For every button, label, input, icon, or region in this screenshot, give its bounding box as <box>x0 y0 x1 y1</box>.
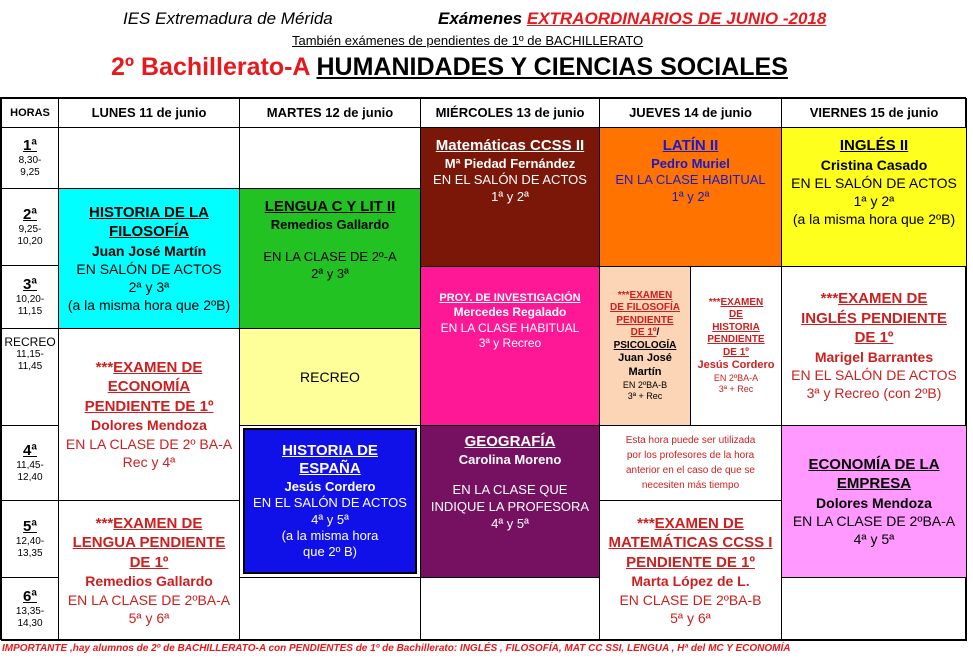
hour-time: 10,20 <box>17 236 43 247</box>
hour-time: 10,20- <box>15 294 45 305</box>
groups: 5ª y 6ª <box>670 609 711 626</box>
empty-cell <box>239 127 421 189</box>
hour-time: 9,25 <box>20 167 40 178</box>
note-line: necesiten más tiempo <box>641 480 740 491</box>
subject: FILOSOFÍA <box>109 223 189 241</box>
title: ECONOMÍA <box>107 378 191 396</box>
exam-highlight: EXTRAORDINARIOS DE JUNIO -2018 <box>526 9 827 28</box>
modality-name: HUMANIDADES Y CIENCIAS SOCIALES <box>316 53 788 81</box>
note: (a la misma hora <box>281 527 379 543</box>
place: INDIQUE LA PROFESORA <box>430 499 590 515</box>
title: PENDIENTE <box>616 314 674 326</box>
title: PENDIENTE <box>707 334 765 346</box>
hour-time: 14,30 <box>17 618 43 629</box>
subject: LENGUA C Y LIT II <box>264 198 396 215</box>
timetable <box>0 97 966 640</box>
subject: ECONOMÍA DE LA <box>808 455 940 473</box>
course-name: 2º Bachillerato-A <box>111 53 310 81</box>
title: EXAMEN DE <box>113 514 203 532</box>
groups: 1ª y 2ª <box>671 189 710 205</box>
place: EN EL SALÓN DE ACTOS <box>433 172 587 188</box>
groups: 4ª y 5ª <box>853 531 895 548</box>
subject: ESPAÑA <box>299 460 361 478</box>
subtitle: También exámenes de pendientes de 1º de BACHILLERATO <box>292 33 644 48</box>
hour-2 <box>1 188 59 266</box>
exam-cell-proyecto <box>420 266 600 426</box>
place: EN LA CLASE DE 2º-A <box>263 249 397 265</box>
empty-cell <box>239 577 421 641</box>
teacher: Dolores Mendoza <box>91 417 207 434</box>
teacher: Marigel Barrantes <box>814 348 934 365</box>
hour-time: 11,15- <box>16 349 44 361</box>
place: EN 2ºBA-A <box>713 372 759 383</box>
hour-time: 11,45 <box>17 361 43 373</box>
title: DE 1º <box>723 346 749 358</box>
document-header <box>0 0 973 96</box>
prefix: *** <box>708 296 721 308</box>
title: DE <box>729 309 743 321</box>
page-title <box>111 53 788 82</box>
groups: 2ª y 3ª <box>128 279 170 295</box>
prefix: *** <box>617 289 630 301</box>
exam-cell-historia-pendiente <box>690 266 782 426</box>
day-header-friday: VIERNES 15 de junio <box>781 98 967 128</box>
title: PENDIENTE DE 1º <box>84 397 214 415</box>
teacher: Carolina Moreno <box>458 451 562 467</box>
separator: / <box>656 327 660 339</box>
hour-1 <box>1 127 59 189</box>
day-header-thursday: JUEVES 14 de junio <box>599 98 782 128</box>
day-header-tuesday: MARTES 12 de junio <box>239 98 421 128</box>
hour-label: 2ª <box>23 206 37 223</box>
title: DE 1º <box>129 553 169 571</box>
place: EN SALÓN DE ACTOS <box>76 260 222 277</box>
place: EN EL SALÓN DE ACTOS <box>791 367 957 384</box>
place: EN EL SALÓN DE ACTOS <box>253 495 407 511</box>
hour-label: RECREO <box>4 335 56 349</box>
title: INGLÉS PENDIENTE <box>801 309 947 327</box>
teacher: Martín <box>628 366 662 378</box>
title: EXAMEN DE <box>654 514 744 532</box>
hour-time: 12,40 <box>17 472 43 483</box>
exam-cell-ingles <box>781 127 967 267</box>
title: DE 1º <box>854 329 894 347</box>
note-line: Esta hora puede ser utilizada <box>625 435 756 446</box>
place: EN LA CLASE DE 2º BA-A <box>65 435 233 452</box>
exam-cell-filosofia-pendiente <box>599 266 691 426</box>
hour-time: 9,25- <box>18 224 42 235</box>
hour-4 <box>1 425 59 501</box>
groups: 2ª y 3ª <box>311 266 349 282</box>
teacher: Juan José <box>618 352 672 365</box>
groups: 3ª y Recreo (con 2ºB) <box>806 385 942 402</box>
prefix: *** <box>637 514 655 532</box>
title: EXAMEN DE <box>838 290 928 308</box>
title: DE FILOSOFÍA <box>610 302 680 314</box>
place: EN LA CLASE QUE <box>452 482 568 498</box>
hour-label: 5ª <box>23 518 37 535</box>
prefix: *** <box>820 290 839 308</box>
empty-cell <box>420 577 600 641</box>
teacher: Mª Piedad Fernández <box>444 155 576 171</box>
hour-label: 4ª <box>23 442 37 459</box>
teacher: Jesús Cordero <box>697 359 775 372</box>
title: EXAMEN <box>720 296 764 308</box>
note-line: anterior en el caso de que se <box>626 465 755 476</box>
school-name: IES Extremadura de Mérida <box>123 9 333 28</box>
teacher: Jesús Cordero <box>284 479 376 495</box>
hour-time: 13,35- <box>15 606 45 617</box>
groups: 3ª + Rec <box>718 384 754 395</box>
hour-5 <box>1 500 59 578</box>
hour-label: 1ª <box>23 137 37 154</box>
teacher: Marta López de L. <box>631 573 750 590</box>
groups: 1ª y 2ª <box>491 189 529 205</box>
note: (a la misma hora que 2ºB) <box>792 211 956 228</box>
exam-cell-economia-pendiente <box>58 328 240 501</box>
empty-cell <box>58 127 240 189</box>
hour-label: 3ª <box>23 276 37 293</box>
exam-cell-historia-filosofia <box>58 188 240 329</box>
hour-time: 12,40- <box>15 536 45 547</box>
groups: 3ª + Rec <box>627 391 663 401</box>
corner-header: HORAS <box>1 98 59 128</box>
exam-cell-latin <box>599 127 782 267</box>
hour-6 <box>1 577 59 641</box>
note-line: por los profesores de la hora <box>626 450 755 461</box>
teacher: Juan José Martín <box>91 242 207 259</box>
prefix: *** <box>95 514 114 532</box>
day-header-monday: LUNES 11 de junio <box>58 98 240 128</box>
exam-cell-lengua <box>239 188 421 329</box>
subject: GEOGRAFÍA <box>464 433 556 450</box>
hour-time: 11,15 <box>17 306 43 317</box>
exam-prefix: Exámenes <box>438 9 523 28</box>
place: EN 2ºBA-B <box>622 379 668 390</box>
note: (a la misma hora que 2ºB) <box>67 297 231 314</box>
teacher: Remedios Gallardo <box>270 216 390 232</box>
groups: 4ª y 5ª <box>491 516 529 532</box>
place: EN CLASE DE 2ºBA-B <box>619 591 762 608</box>
groups: 4ª y 5ª <box>311 511 349 527</box>
groups: 5ª y 6ª <box>128 609 170 626</box>
title: LENGUA PENDIENTE <box>72 534 226 552</box>
note-cell <box>599 425 782 501</box>
title: PSICOLOGÍA <box>613 339 677 351</box>
subject: HISTORIA DE <box>282 441 378 459</box>
subject: Matemáticas CCSS II <box>435 137 585 154</box>
teacher: Cristina Casado <box>820 156 928 173</box>
exam-cell-historia-espana <box>243 428 417 574</box>
place: EN LA CLASE DE 2ºBA-A <box>792 512 956 529</box>
title: MATEMÁTICAS CCSS I <box>608 534 773 552</box>
prefix: *** <box>95 358 114 376</box>
teacher: Dolores Mendoza <box>816 494 932 511</box>
exam-cell-geografia <box>420 425 600 578</box>
place: EN LA CLASE DE 2ºBA-A <box>67 591 231 608</box>
exam-cell-lengua-pendiente <box>58 500 240 641</box>
title: HISTORIA <box>712 321 760 333</box>
hour-time: 13,35 <box>17 548 43 559</box>
title: EXAMEN DE <box>113 358 203 376</box>
groups: Rec y 4ª <box>122 453 176 470</box>
title: EXAMEN <box>629 289 673 301</box>
groups: 1ª y 2ª <box>853 192 895 209</box>
hour-time: 11,45- <box>16 460 44 471</box>
subject: INGLÉS II <box>839 137 909 154</box>
exam-cell-ingles-pendiente <box>781 266 967 426</box>
title: PENDIENTE DE 1º <box>626 553 755 571</box>
place: EN EL SALÓN DE ACTOS <box>791 174 957 191</box>
subject: PROY. DE INVESTIGACIÓN <box>439 292 581 304</box>
exam-title <box>438 9 826 29</box>
groups: 3ª y Recreo <box>478 336 542 351</box>
subject: EMPRESA <box>836 475 912 493</box>
hour-recreo <box>1 328 59 426</box>
day-header-wednesday: MIÉRCOLES 13 de junio <box>420 98 600 128</box>
exam-cell-matematicas-pendiente <box>599 500 782 641</box>
exam-cell-economia-empresa <box>781 425 967 578</box>
note: que 2º B) <box>303 544 357 560</box>
footer-note: IMPORTANTE ,hay alumnos de 2º de BACHILLERATO-A con PENDIENTES de 1º de Bachillerato: INGLÉS , FILOSOFÍA, MAT CC SSI, LENGUA , Hª del MC Y ECONOMÍA <box>2 643 791 654</box>
subject: LATÍN II <box>662 137 719 154</box>
place: EN LA CLASE HABITUAL <box>615 172 766 188</box>
teacher: Remedios Gallardo <box>85 573 213 590</box>
subject: HISTORIA DE LA <box>88 203 209 221</box>
hour-time: 8,30- <box>18 155 42 166</box>
place: EN LA CLASE HABITUAL <box>440 320 580 335</box>
teacher: Mercedes Regalado <box>453 305 567 320</box>
title: DE 1º <box>630 327 657 339</box>
recreo-cell: RECREO <box>239 328 421 426</box>
teacher: Pedro Muriel <box>651 155 730 171</box>
hour-3 <box>1 265 59 329</box>
hour-label: 6ª <box>23 588 37 605</box>
empty-cell <box>781 577 967 641</box>
exam-cell-matematicas <box>420 127 600 267</box>
